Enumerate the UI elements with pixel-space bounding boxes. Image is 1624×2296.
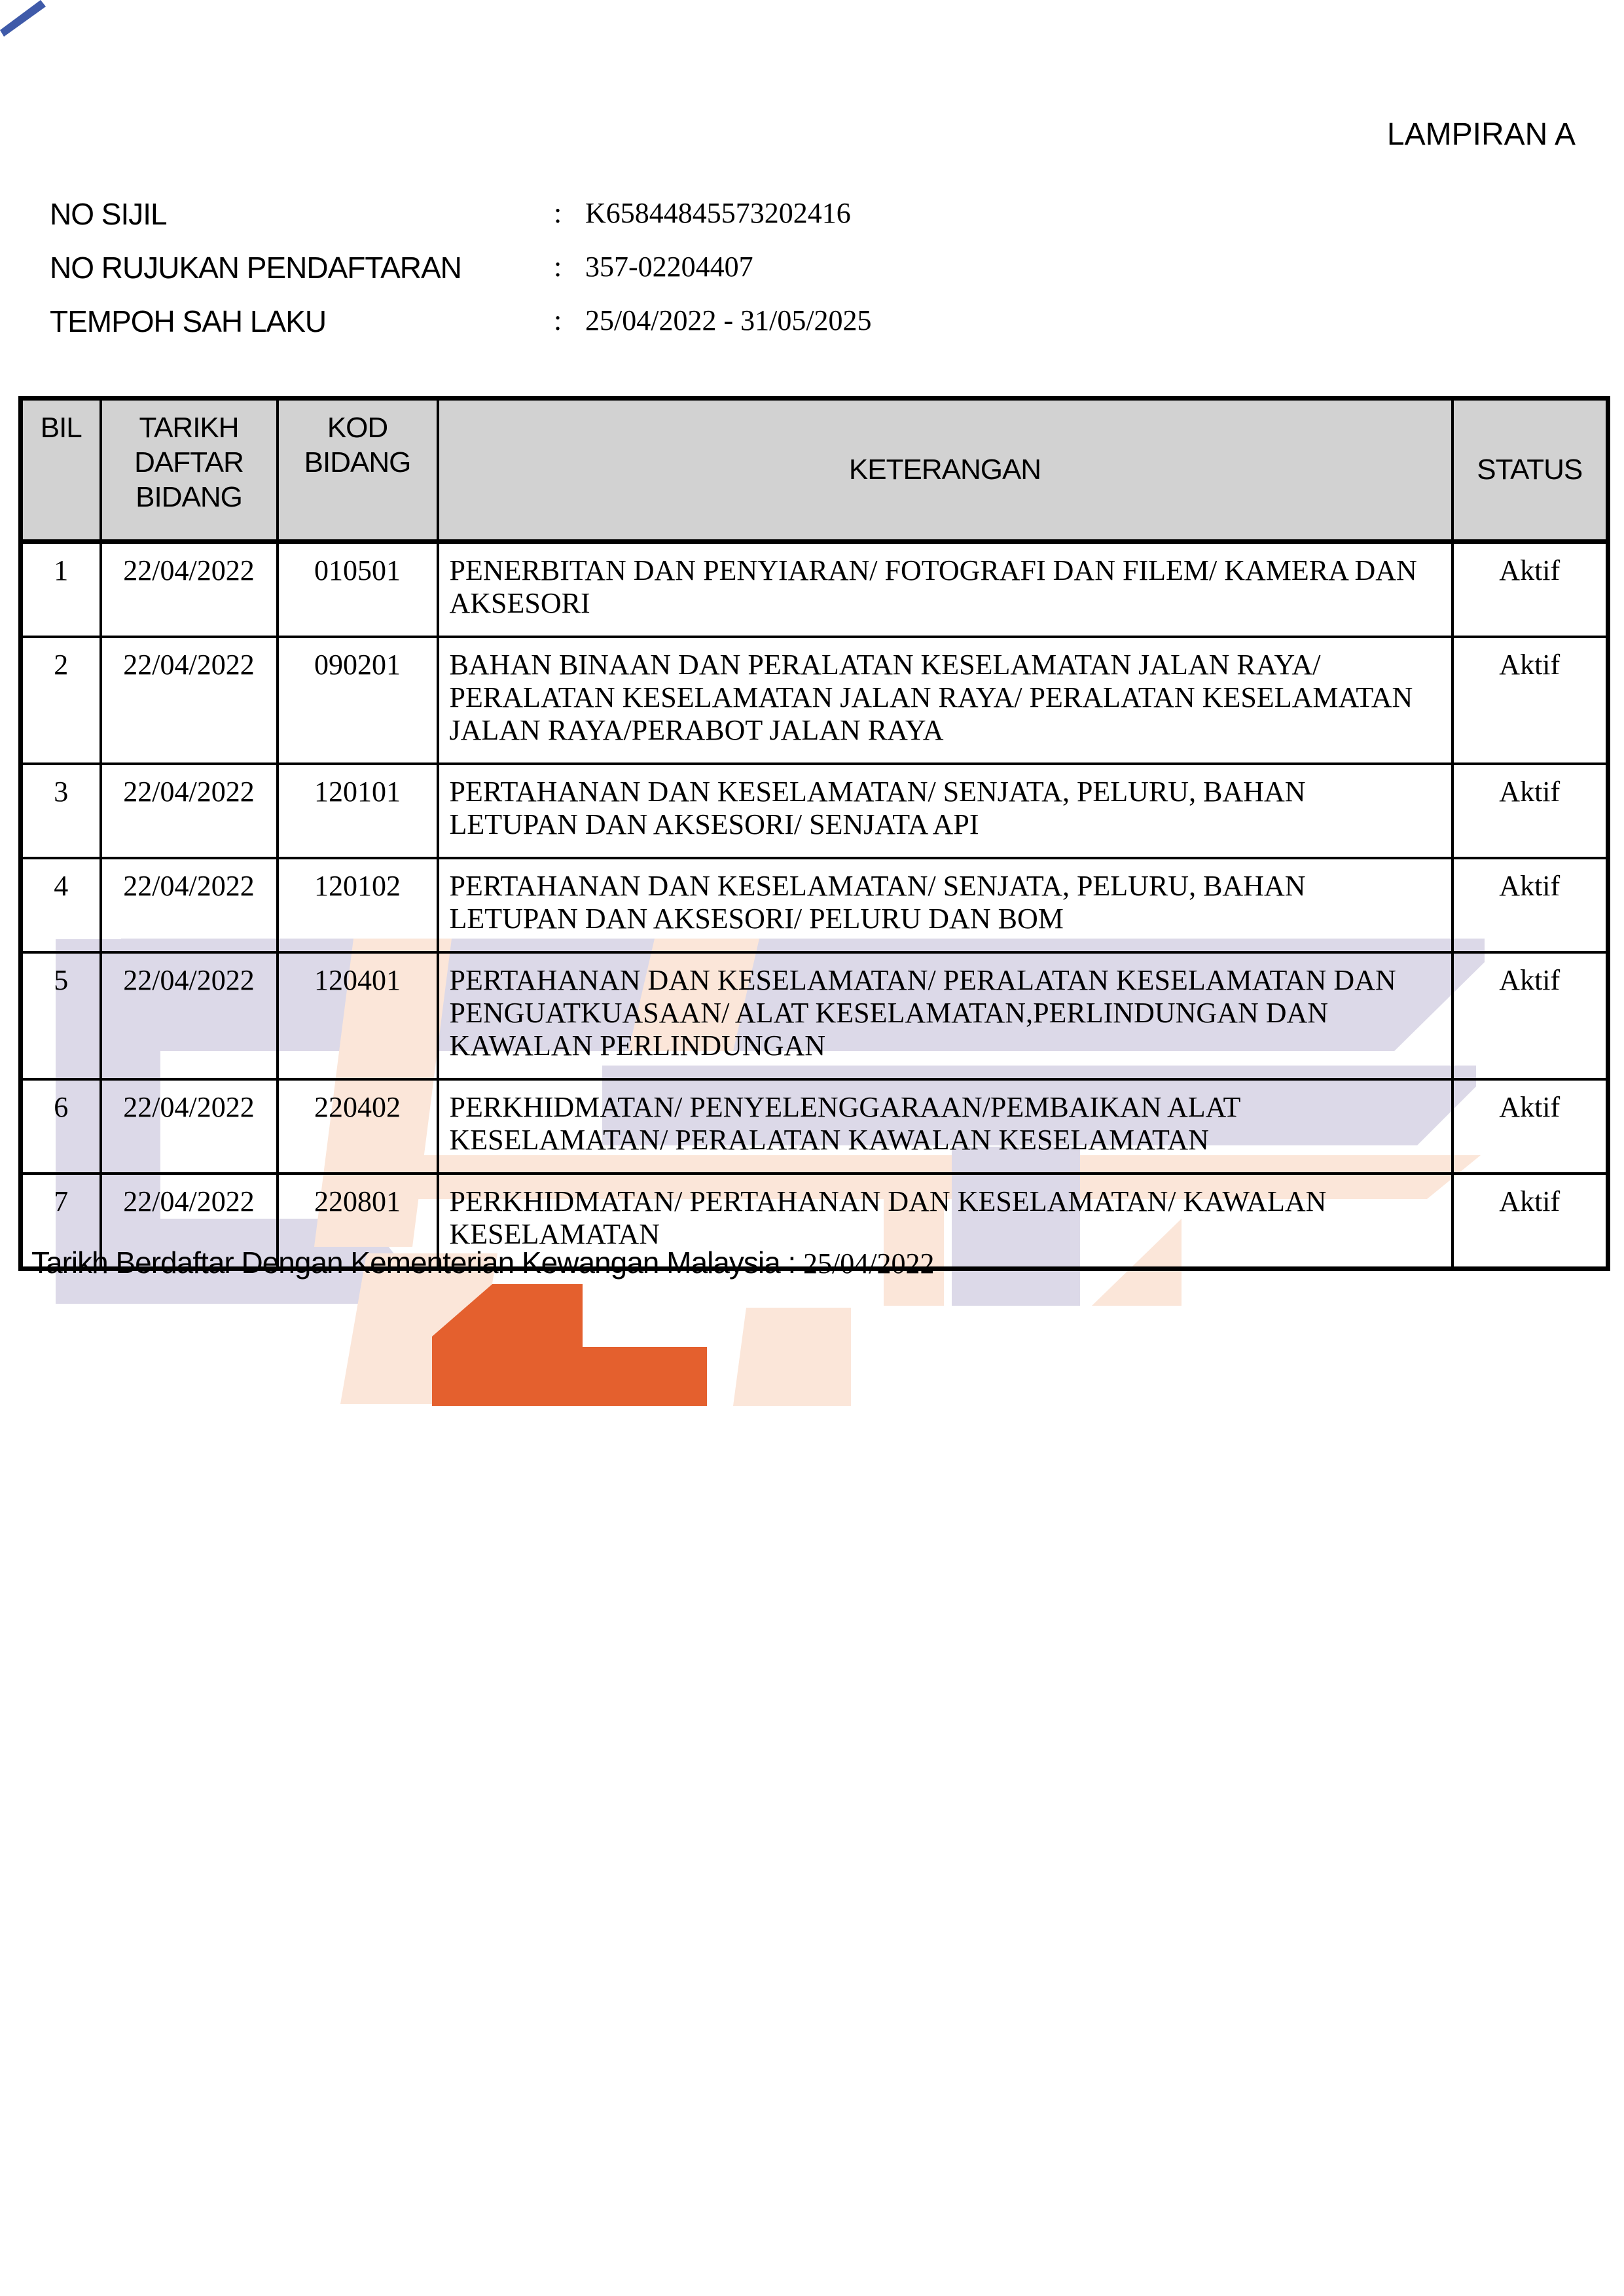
cell-tarikh: 22/04/2022 (101, 764, 278, 858)
registration-date-note (31, 1245, 934, 1280)
table-row (21, 1079, 1608, 1174)
column-header-keterangan: KETERANGAN (438, 399, 1453, 542)
cell-kod: 010501 (278, 542, 438, 637)
cell-bil: 6 (21, 1079, 101, 1174)
cell-bil: 4 (21, 858, 101, 952)
cell-kod: 120101 (278, 764, 438, 858)
column-header-bil: BIL (21, 399, 101, 542)
cell-bil: 5 (21, 952, 101, 1079)
info-row-no-sijil (50, 196, 872, 250)
table-header-row (21, 399, 1608, 542)
info-value: 357-02204407 (585, 251, 753, 283)
cell-keterangan: PERTAHANAN DAN KESELAMATAN/ PERALATAN KESELAMATAN DAN PENGUATKUASAAN/ ALAT KESELAMATAN,PERLINDUNGAN DAN KAWALAN PERLINDUNGAN (438, 952, 1453, 1079)
cell-kod: 220402 (278, 1079, 438, 1174)
table-row (21, 764, 1608, 858)
cell-tarikh: 22/04/2022 (101, 542, 278, 637)
column-header-status: STATUS (1453, 399, 1608, 542)
info-label: NO SIJIL (50, 197, 167, 231)
cell-bil: 1 (21, 542, 101, 637)
cell-keterangan: PERKHIDMATAN/ PERTAHANAN DAN KESELAMATAN/ KAWALAN KESELAMATAN (438, 1174, 1453, 1269)
column-header-tarikh: TARIKH DAFTAR BIDANG (101, 399, 278, 542)
cell-tarikh: 22/04/2022 (101, 1174, 278, 1269)
table-row (21, 542, 1608, 637)
cell-tarikh: 22/04/2022 (101, 637, 278, 764)
page-title: LAMPIRAN A (1386, 117, 1576, 152)
cell-keterangan: PERTAHANAN DAN KESELAMATAN/ SENJATA, PELURU, BAHAN LETUPAN DAN AKSESORI/ PELURU DAN BOM (438, 858, 1453, 952)
cell-status: Aktif (1453, 637, 1608, 764)
cell-keterangan: PENERBITAN DAN PENYIARAN/ FOTOGRAFI DAN FILEM/ KAMERA DAN AKSESORI (438, 542, 1453, 637)
cell-bil: 2 (21, 637, 101, 764)
cell-keterangan: PERTAHANAN DAN KESELAMATAN/ SENJATA, PELURU, BAHAN LETUPAN DAN AKSESORI/ SENJATA API (438, 764, 1453, 858)
info-colon: : (554, 197, 562, 229)
info-colon: : (554, 304, 562, 336)
table-row (21, 637, 1608, 764)
cell-tarikh: 22/04/2022 (101, 952, 278, 1079)
cell-status: Aktif (1453, 542, 1608, 637)
cell-kod: 090201 (278, 637, 438, 764)
info-row-no-rujukan (50, 250, 872, 304)
info-label: NO RUJUKAN PENDAFTARAN (50, 251, 461, 285)
cell-keterangan: BAHAN BINAAN DAN PERALATAN KESELAMATAN JALAN RAYA/ PERALATAN KESELAMATAN JALAN RAYA/ PERALATAN KESELAMATAN JALAN RAYA/PERABOT JALAN RAYA (438, 637, 1453, 764)
cell-status: Aktif (1453, 952, 1608, 1079)
registration-date-value: 25/04/2022 (803, 1247, 935, 1280)
table-row (21, 858, 1608, 952)
cell-keterangan: PERKHIDMATAN/ PENYELENGGARAAN/PEMBAIKAN ALAT KESELAMATAN/ PERALATAN KAWALAN KESELAMATAN (438, 1079, 1453, 1174)
watermark-shape (432, 1284, 707, 1406)
info-label: TEMPOH SAH LAKU (50, 304, 327, 338)
watermark-shape (733, 1308, 851, 1406)
cell-status: Aktif (1453, 764, 1608, 858)
column-header-kod: KOD BIDANG (278, 399, 438, 542)
cell-status: Aktif (1453, 858, 1608, 952)
cell-tarikh: 22/04/2022 (101, 858, 278, 952)
info-value: K65844845573202416 (585, 197, 851, 229)
cell-bil: 7 (21, 1174, 101, 1269)
cell-status: Aktif (1453, 1079, 1608, 1174)
cell-kod: 220801 (278, 1174, 438, 1269)
info-colon: : (554, 251, 562, 283)
table-row (21, 952, 1608, 1079)
registration-date-label: Tarikh Berdaftar Dengan Kementerian Kewangan Malaysia : (31, 1246, 804, 1280)
certificate-info (50, 196, 872, 357)
scan-artifact-icon (0, 0, 59, 39)
cell-status: Aktif (1453, 1174, 1608, 1269)
cell-kod: 120401 (278, 952, 438, 1079)
cell-bil: 3 (21, 764, 101, 858)
info-row-tempoh (50, 304, 872, 357)
cell-tarikh: 22/04/2022 (101, 1079, 278, 1174)
info-value: 25/04/2022 - 31/05/2025 (585, 304, 872, 336)
cell-kod: 120102 (278, 858, 438, 952)
registration-table (18, 396, 1610, 1271)
